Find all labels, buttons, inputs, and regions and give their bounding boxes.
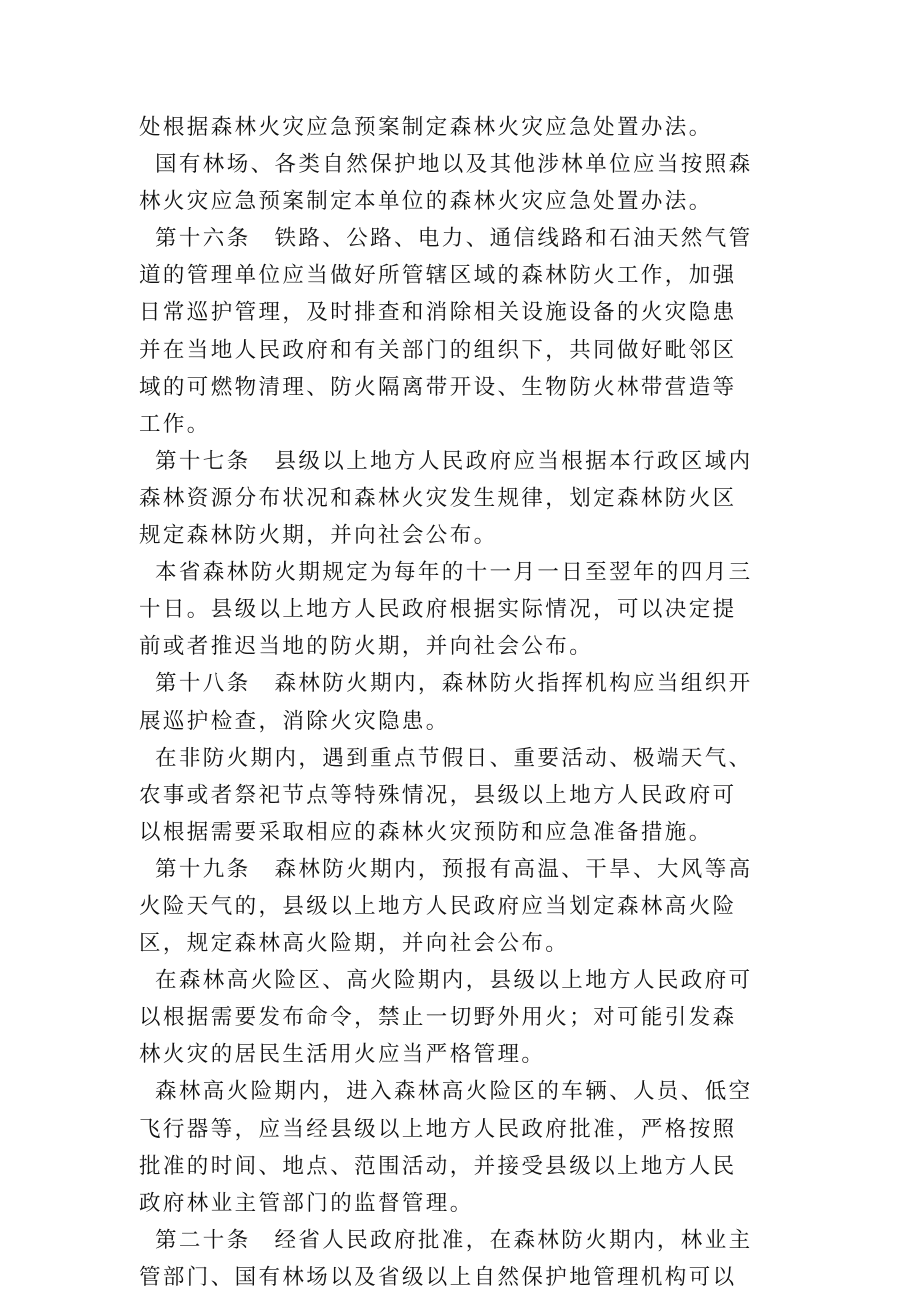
text-line: 林火灾应急预案制定本单位的森林火灾应急处置办法。 (139, 189, 713, 215)
text-line: 十日。县级以上地方人民政府根据实际情况，可以决定提 (139, 597, 737, 623)
text-line: 道的管理单位应当做好所管辖区域的森林防火工作，加强 (139, 263, 737, 289)
text-line: 管部门、国有林场以及省级以上自然保护地管理机构可以 (139, 1264, 737, 1290)
text-line: 森林高火险期内，进入森林高火险区的车辆、人员、低空 (155, 1079, 753, 1105)
text-line: 第十八条 森林防火期内，森林防火指挥机构应当组织开 (155, 671, 753, 697)
text-line: 第十六条 铁路、公路、电力、通信线路和石油天然气管 (155, 226, 753, 252)
text-line: 前或者推迟当地的防火期，并向社会公布。 (139, 634, 594, 660)
text-line: 工作。 (139, 411, 211, 437)
text-line: 并在当地人民政府和有关部门的组织下，共同做好毗邻区 (139, 337, 737, 363)
document-body (139, 109, 779, 1296)
text-line: 农事或者祭祀节点等特殊情况，县级以上地方人民政府可 (139, 782, 737, 808)
text-line: 第十九条 森林防火期内，预报有高温、干旱、大风等高 (155, 856, 753, 882)
text-line: 本省森林防火期规定为每年的十一月一日至翌年的四月三 (155, 560, 753, 586)
text-line: 以根据需要采取相应的森林火灾预防和应急准备措施。 (139, 819, 713, 845)
text-line: 在森林高火险区、高火险期内，县级以上地方人民政府可 (155, 968, 753, 994)
text-line: 区，规定森林高火险期，并向社会公布。 (139, 931, 570, 957)
text-line: 日常巡护管理，及时排查和消除相关设施设备的火灾隐患 (139, 300, 737, 326)
text-line: 处根据森林火灾应急预案制定森林火灾应急处置办法。 (139, 115, 713, 140)
text-line: 国有林场、各类自然保护地以及其他涉林单位应当按照森 (155, 152, 753, 178)
text-line: 森林资源分布状况和森林火灾发生规律，划定森林防火区 (139, 485, 737, 511)
text-line: 以根据需要发布命令，禁止一切野外用火；对可能引发森 (139, 1005, 737, 1031)
text-line: 规定森林防火期，并向社会公布。 (139, 523, 498, 549)
text-line: 林火灾的居民生活用火应当严格管理。 (139, 1042, 546, 1068)
text-line: 政府林业主管部门的监督管理。 (139, 1190, 474, 1216)
text-line: 第十七条 县级以上地方人民政府应当根据本行政区域内 (155, 448, 753, 474)
text-line: 火险天气的，县级以上地方人民政府应当划定森林高火险 (139, 893, 737, 919)
text-line: 第二十条 经省人民政府批准，在森林防火期内，林业主 (155, 1227, 753, 1253)
text-line: 飞行器等，应当经县级以上地方人民政府批准，严格按照 (139, 1116, 737, 1142)
text-line: 批准的时间、地点、范围活动，并接受县级以上地方人民 (139, 1153, 737, 1179)
text-line: 域的可燃物清理、防火隔离带开设、生物防火林带营造等 (139, 374, 737, 400)
text-line: 在非防火期内，遇到重点节假日、重要活动、极端天气、 (155, 745, 753, 771)
text-line: 展巡护检查，消除火灾隐患。 (139, 708, 450, 734)
